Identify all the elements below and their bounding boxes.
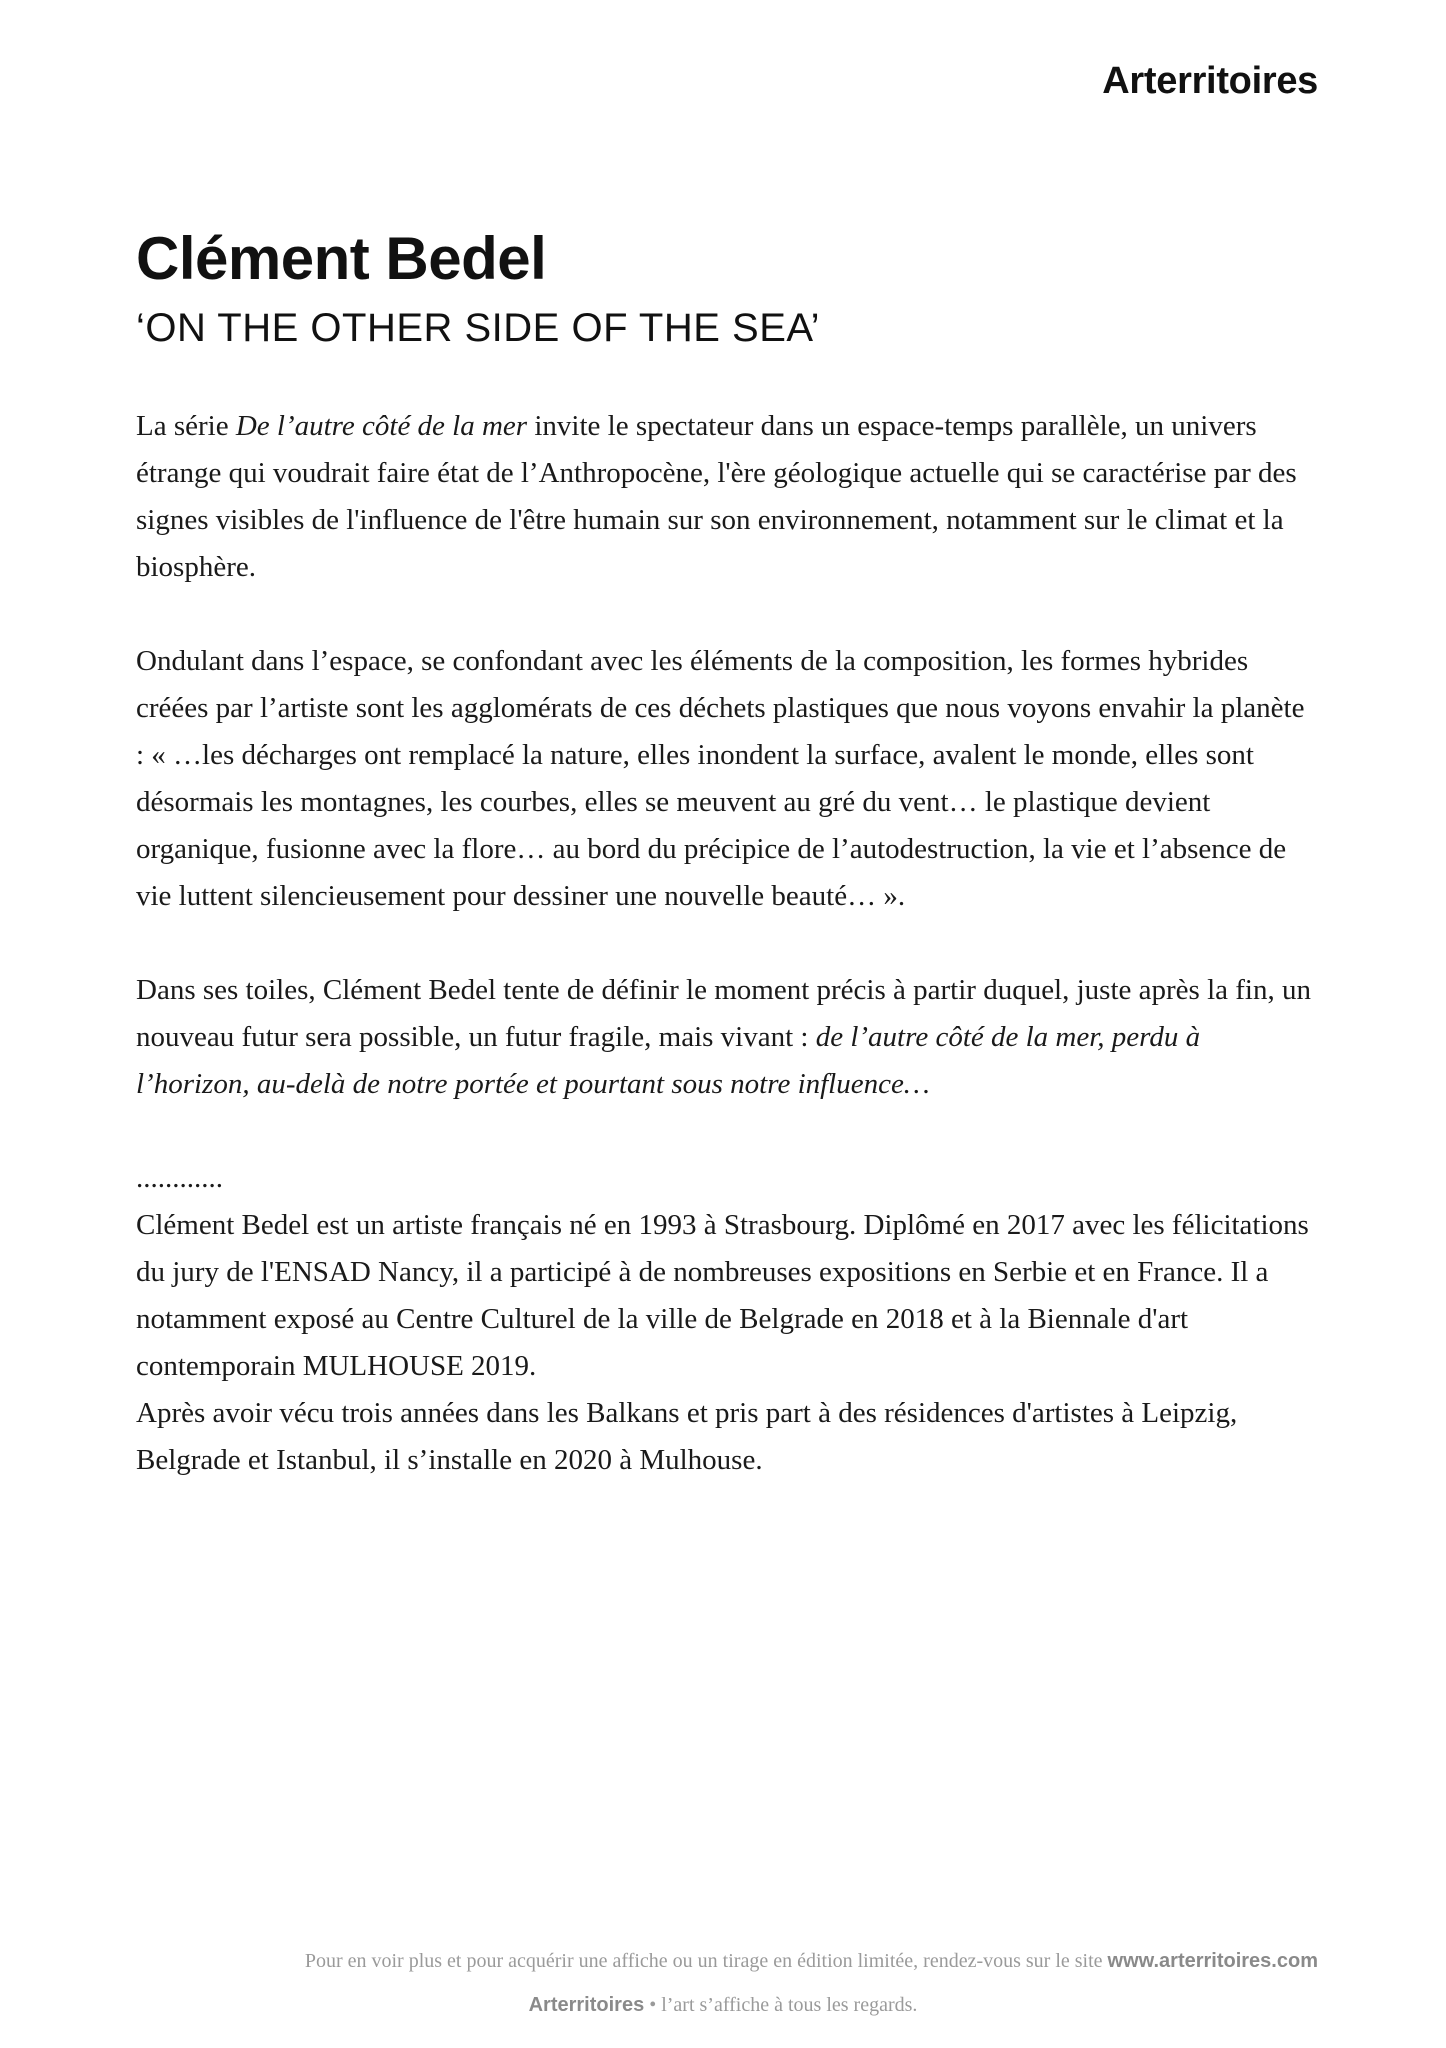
brand-logo-text: Arterritoires (1102, 60, 1318, 102)
biography-text-2: Après avoir vécu trois années dans les Balkans et pris part à des résidences d'artistes à Leipzig, Belgrade et Istanbul, il s’installe en 2020 à Mulhouse. (136, 1397, 1238, 1476)
footer-website-text: Pour en voir plus et pour acquérir une affiche ou un tirage en édition limitée, rendez-vous sur le site (304, 1950, 1108, 1972)
footer-tagline (0, 1994, 1446, 2017)
separator-dots: ............ (136, 1162, 223, 1194)
main-content (136, 226, 1318, 1484)
paragraph-intro-series-title: De l’autre côté de la mer (235, 410, 528, 442)
paragraph-intro (136, 403, 1318, 591)
artist-name: Clément Bedel (136, 225, 547, 292)
series-title: ‘ON THE OTHER SIDE OF THE SEA’ (136, 306, 820, 350)
paragraph-intro-end: invite le spectateur dans un espace-temps parallèle, un univers étrange qui voudrait faire état de l’Anthropocène, l'ère géologique actuelle qui se caractérise par des signes visibles de l'influence de l'être humain sur son environnement, notamment sur le climat et la biosphère. (136, 410, 1297, 583)
footer-tagline-text: • l’art s’affiche à tous les regards. (644, 1994, 918, 2016)
paragraph-canvases-quote: de l’autre côté de la mer, perdu à l’horizon, au-delà de notre portée et pourtant sous notre influence… (136, 1021, 1201, 1100)
paragraph-intro-start: La série (136, 410, 236, 442)
footer-website-line (136, 1950, 1318, 1973)
footer-brand: Arterritoires (528, 1994, 645, 2016)
biography (136, 1155, 1318, 1484)
paragraph-forms: Ondulant dans l’espace, se confondant avec les éléments de la composition, les formes hybrides créées par l’artiste sont les agglomérats de ces déchets plastiques que nous voyons envahir la planète : « …les décharges ont remplacé la nature, elles inondent la surface, avalent le monde, elles sont désormais les montagnes, les courbes, elles se meuvent au gré du vent… le plastique devient organique, fusionne avec la flore… au bord du précipice de l’autodestruction, la vie et l’absence de vie luttent silencieusement pour dessiner une nouvelle beauté… ». (136, 645, 1305, 912)
footer-website-link[interactable]: www.arterritoires.com (1107, 1950, 1318, 1972)
paragraph-canvases-start: Dans ses toiles, Clément Bedel tente de définir le moment précis à partir duquel, juste après la fin, un nouveau futur sera possible, un futur fragile, mais vivant : (136, 974, 1311, 1053)
paragraph-canvases (136, 967, 1318, 1108)
biography-text-1: Clément Bedel est un artiste français né en 1993 à Strasbourg. Diplômé en 2017 avec les félicitations du jury de l'ENSAD Nancy, il a participé à de nombreuses expositions en Serbie et en France. Il a notamment exposé au Centre Culturel de la ville de Belgrade en 2018 et à la Biennale d'art contemporain MULHOUSE 2019. (136, 1209, 1309, 1382)
